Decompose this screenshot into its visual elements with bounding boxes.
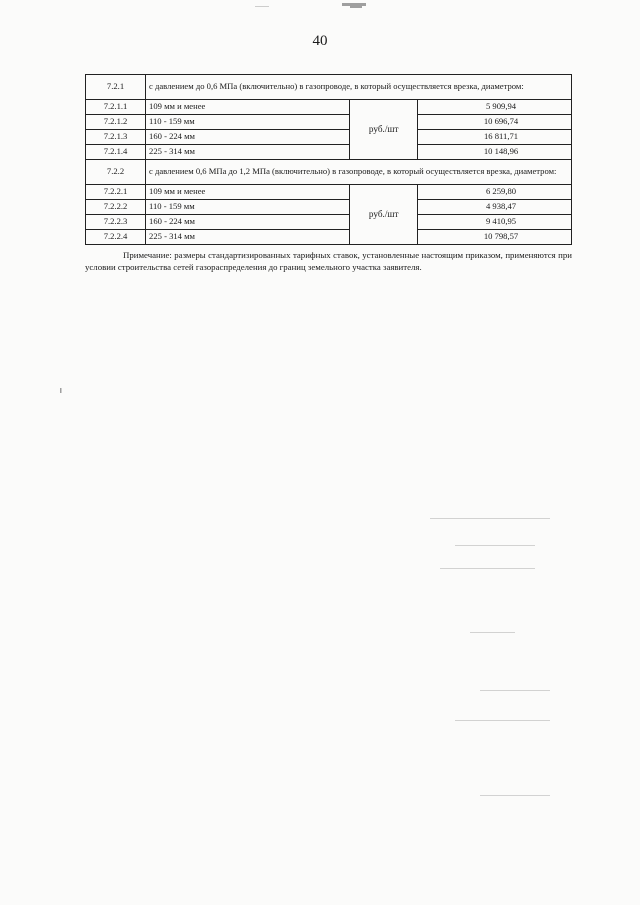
section-code: 7.2.1	[86, 75, 146, 100]
unit-cell: руб./шт	[350, 185, 418, 245]
row-price: 10 148,96	[418, 145, 572, 160]
row-price: 4 938,47	[418, 200, 572, 215]
row-code: 7.2.1.1	[86, 100, 146, 115]
row-diameter: 110 - 159 мм	[146, 200, 350, 215]
page-number: 40	[312, 33, 328, 49]
unit-cell: руб./шт	[350, 100, 418, 160]
row-code: 7.2.1.2	[86, 115, 146, 130]
row-diameter: 225 - 314 мм	[146, 145, 350, 160]
row-price: 9 410,95	[418, 215, 572, 230]
row-diameter: 225 - 314 мм	[146, 230, 350, 245]
section-description: с давлением 0,6 МПа до 1,2 МПа (включительно) в газопроводе, в который осуществляется врезка, диаметром:	[146, 160, 572, 185]
row-code: 7.2.2.3	[86, 215, 146, 230]
section-code: 7.2.2	[86, 160, 146, 185]
row-price: 5 909,94	[418, 100, 572, 115]
row-price: 6 259,80	[418, 185, 572, 200]
row-code: 7.2.2.1	[86, 185, 146, 200]
row-diameter: 160 - 224 мм	[146, 215, 350, 230]
row-diameter: 109 мм и менее	[146, 185, 350, 200]
section-description: с давлением до 0,6 МПа (включительно) в газопроводе, в который осуществляется врезка, диаметром:	[146, 75, 572, 100]
row-price: 10 798,57	[418, 230, 572, 245]
row-code: 7.2.1.3	[86, 130, 146, 145]
note-text: Примечание: размеры стандартизированных тарифных ставок, установленные настоящим приказом, применяются при условии строительства сетей газораспределения до границ земельного участка заявителя.	[85, 249, 572, 272]
row-price: 16 811,71	[418, 130, 572, 145]
row-diameter: 160 - 224 мм	[146, 130, 350, 145]
row-diameter: 110 - 159 мм	[146, 115, 350, 130]
row-code: 7.2.2.2	[86, 200, 146, 215]
row-diameter: 109 мм и менее	[146, 100, 350, 115]
row-code: 7.2.2.4	[86, 230, 146, 245]
row-price: 10 696,74	[418, 115, 572, 130]
row-code: 7.2.1.4	[86, 145, 146, 160]
